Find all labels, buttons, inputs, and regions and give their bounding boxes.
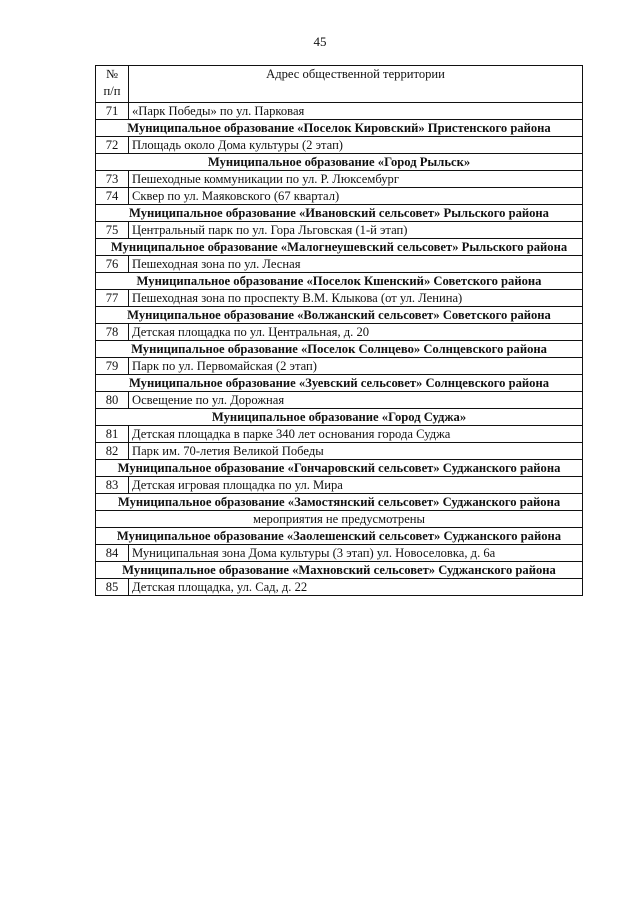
table-row xyxy=(96,256,583,273)
row-address: Центральный парк по ул. Гора Льговская (1-й этап) xyxy=(129,222,583,239)
section-heading: Муниципальное образование «Ивановский сельсовет» Рыльского района xyxy=(96,205,583,222)
section-row xyxy=(96,375,583,392)
section-heading: Муниципальное образование «Поселок Солнцево» Солнцевского района xyxy=(96,341,583,358)
row-address: Пешеходные коммуникации по ул. Р. Люксембург xyxy=(129,171,583,188)
table-body xyxy=(96,103,583,596)
table-row xyxy=(96,324,583,341)
table-row xyxy=(96,188,583,205)
row-number: 76 xyxy=(96,256,129,273)
section-heading: Муниципальное образование «Город Суджа» xyxy=(96,409,583,426)
table-row xyxy=(96,443,583,460)
row-address: Детская площадка в парке 340 лет основания города Суджа xyxy=(129,426,583,443)
section-heading: Муниципальное образование «Махновский сельсовет» Суджанского района xyxy=(96,562,583,579)
row-number: 80 xyxy=(96,392,129,409)
territories-table xyxy=(95,65,583,596)
row-address: Парк по ул. Первомайская (2 этап) xyxy=(129,358,583,375)
row-number: 72 xyxy=(96,137,129,154)
table-row xyxy=(96,477,583,494)
section-row xyxy=(96,273,583,290)
section-row xyxy=(96,460,583,477)
header-number-label: № п/п xyxy=(103,67,121,98)
section-heading: Муниципальное образование «Волжанский сельсовет» Советского района xyxy=(96,307,583,324)
row-number: 71 xyxy=(96,103,129,120)
row-address: «Парк Победы» по ул. Парковая xyxy=(129,103,583,120)
section-row xyxy=(96,341,583,358)
row-number: 84 xyxy=(96,545,129,562)
row-address: Детская площадка, ул. Сад, д. 22 xyxy=(129,579,583,596)
row-number: 73 xyxy=(96,171,129,188)
table-row xyxy=(96,545,583,562)
row-address: Пешеходная зона по проспекту В.М. Клыкова (от ул. Ленина) xyxy=(129,290,583,307)
table-header-row xyxy=(96,66,583,103)
row-number: 74 xyxy=(96,188,129,205)
section-row xyxy=(96,120,583,137)
row-number: 82 xyxy=(96,443,129,460)
row-number: 77 xyxy=(96,290,129,307)
section-row xyxy=(96,205,583,222)
section-row xyxy=(96,409,583,426)
section-row xyxy=(96,239,583,256)
section-heading: Муниципальное образование «Гончаровский сельсовет» Суджанского района xyxy=(96,460,583,477)
table-row xyxy=(96,222,583,239)
section-row xyxy=(96,562,583,579)
table-row xyxy=(96,426,583,443)
row-address: Пешеходная зона по ул. Лесная xyxy=(129,256,583,273)
section-row xyxy=(96,307,583,324)
page-number: 45 xyxy=(313,34,327,49)
row-address: Площадь около Дома культуры (2 этап) xyxy=(129,137,583,154)
row-address: Сквер по ул. Маяковского (67 квартал) xyxy=(129,188,583,205)
row-number: 81 xyxy=(96,426,129,443)
row-address: Детская площадка по ул. Центральная, д. 20 xyxy=(129,324,583,341)
header-number xyxy=(96,66,129,103)
section-heading: Муниципальное образование «Малогнеушевский сельсовет» Рыльского района xyxy=(96,239,583,256)
row-number: 75 xyxy=(96,222,129,239)
section-heading: Муниципальное образование «Поселок Кировский» Пристенского района xyxy=(96,120,583,137)
row-address: Парк им. 70-летия Великой Победы xyxy=(129,443,583,460)
row-address: Муниципальная зона Дома культуры (3 этап) ул. Новоселовка, д. 6а xyxy=(129,545,583,562)
section-heading: Муниципальное образование «Поселок Кшенский» Советского района xyxy=(96,273,583,290)
note-row xyxy=(96,511,583,528)
row-number: 83 xyxy=(96,477,129,494)
section-heading: Муниципальное образование «Город Рыльск» xyxy=(96,154,583,171)
section-row xyxy=(96,494,583,511)
row-number: 85 xyxy=(96,579,129,596)
table-row xyxy=(96,358,583,375)
section-row xyxy=(96,528,583,545)
table-row xyxy=(96,579,583,596)
row-number: 78 xyxy=(96,324,129,341)
table-row xyxy=(96,171,583,188)
row-address: Детская игровая площадка по ул. Мира xyxy=(129,477,583,494)
row-number: 79 xyxy=(96,358,129,375)
header-address: Адрес общественной территории xyxy=(129,66,583,103)
note-text: мероприятия не предусмотрены xyxy=(96,511,583,528)
section-heading: Муниципальное образование «Замостянский сельсовет» Суджанского района xyxy=(96,494,583,511)
table-row xyxy=(96,137,583,154)
section-heading: Муниципальное образование «Зуевский сельсовет» Солнцевского района xyxy=(96,375,583,392)
section-heading: Муниципальное образование «Заолешенский сельсовет» Суджанского района xyxy=(96,528,583,545)
row-address: Освещение по ул. Дорожная xyxy=(129,392,583,409)
table-row xyxy=(96,392,583,409)
table-row xyxy=(96,290,583,307)
table-row xyxy=(96,103,583,120)
section-row xyxy=(96,154,583,171)
